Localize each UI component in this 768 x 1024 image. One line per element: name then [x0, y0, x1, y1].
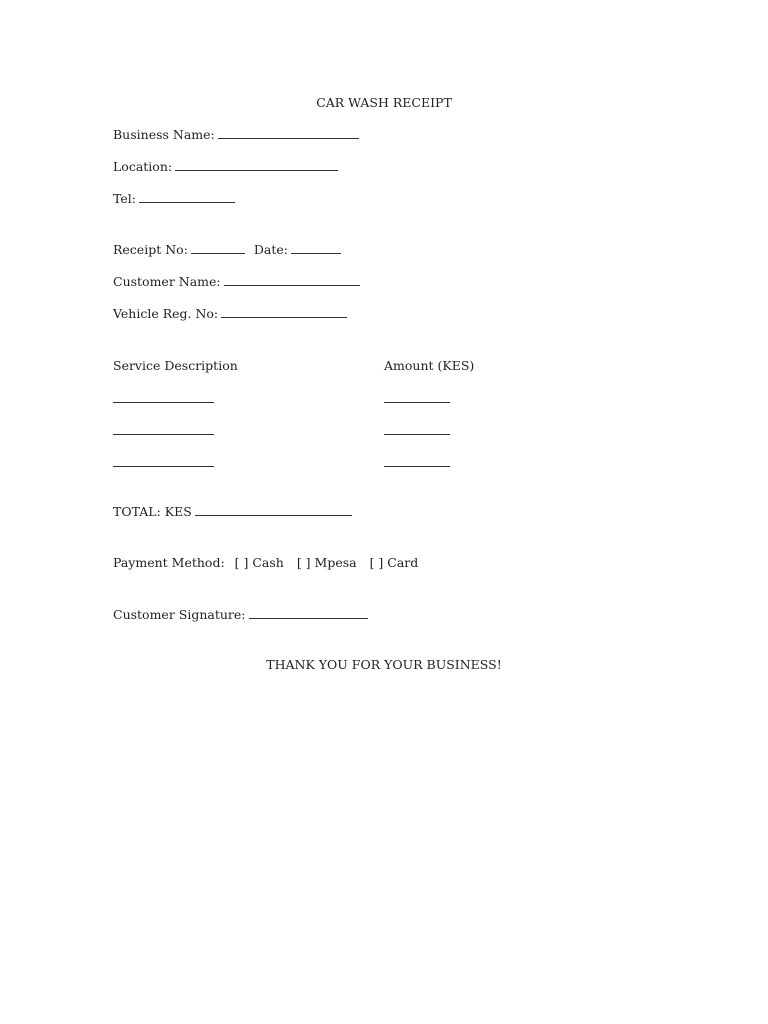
customer-name-row: [113, 274, 360, 290]
receipt-no-field[interactable]: [191, 242, 245, 254]
tel-field[interactable]: [139, 191, 235, 203]
vehicle-reg-field[interactable]: [221, 306, 347, 318]
service-field-3[interactable]: [113, 455, 214, 467]
tel-row: [113, 191, 235, 207]
payment-method-label: Payment Method:: [113, 555, 225, 570]
amount-field-1[interactable]: [384, 391, 450, 403]
vehicle-reg-row: [113, 306, 347, 322]
service-description-header: Service Description: [113, 358, 238, 373]
tel-label: Tel:: [113, 191, 136, 206]
customer-name-label: Customer Name:: [113, 274, 221, 289]
service-line-2: [113, 423, 214, 439]
total-row: [113, 504, 352, 520]
signature-label: Customer Signature:: [113, 607, 246, 622]
location-row: [113, 159, 338, 175]
payment-option-cash[interactable]: [ ] Cash: [234, 555, 284, 570]
location-field[interactable]: [175, 159, 338, 171]
customer-name-field[interactable]: [224, 274, 360, 286]
business-name-label: Business Name:: [113, 127, 215, 142]
business-name-row: [113, 127, 359, 143]
receipt-date-row: [113, 242, 341, 258]
amount-line-3: [384, 455, 450, 471]
signature-field[interactable]: [249, 607, 368, 619]
service-line-3: [113, 455, 214, 471]
service-line-1: [113, 391, 214, 407]
signature-row: [113, 607, 368, 623]
thank-you-footer: THANK YOU FOR YOUR BUSINESS!: [266, 657, 502, 672]
amount-line-2: [384, 423, 450, 439]
vehicle-reg-label: Vehicle Reg. No:: [113, 306, 219, 321]
amount-field-2[interactable]: [384, 423, 450, 435]
total-label: TOTAL: KES: [113, 504, 192, 519]
payment-option-mpesa[interactable]: [ ] Mpesa: [296, 555, 357, 570]
date-label: Date:: [253, 242, 288, 257]
service-field-2[interactable]: [113, 423, 214, 435]
date-field[interactable]: [291, 242, 341, 254]
amount-header: Amount (KES): [384, 358, 475, 373]
service-field-1[interactable]: [113, 391, 214, 403]
total-field[interactable]: [195, 504, 352, 516]
payment-method-row: [113, 555, 418, 571]
payment-option-card[interactable]: [ ] Card: [369, 555, 419, 570]
business-name-field[interactable]: [218, 127, 359, 139]
amount-line-1: [384, 391, 450, 407]
receipt-title: CAR WASH RECEIPT: [316, 95, 452, 110]
receipt-no-label: Receipt No:: [113, 242, 188, 257]
amount-field-3[interactable]: [384, 455, 450, 467]
location-label: Location:: [113, 159, 173, 174]
